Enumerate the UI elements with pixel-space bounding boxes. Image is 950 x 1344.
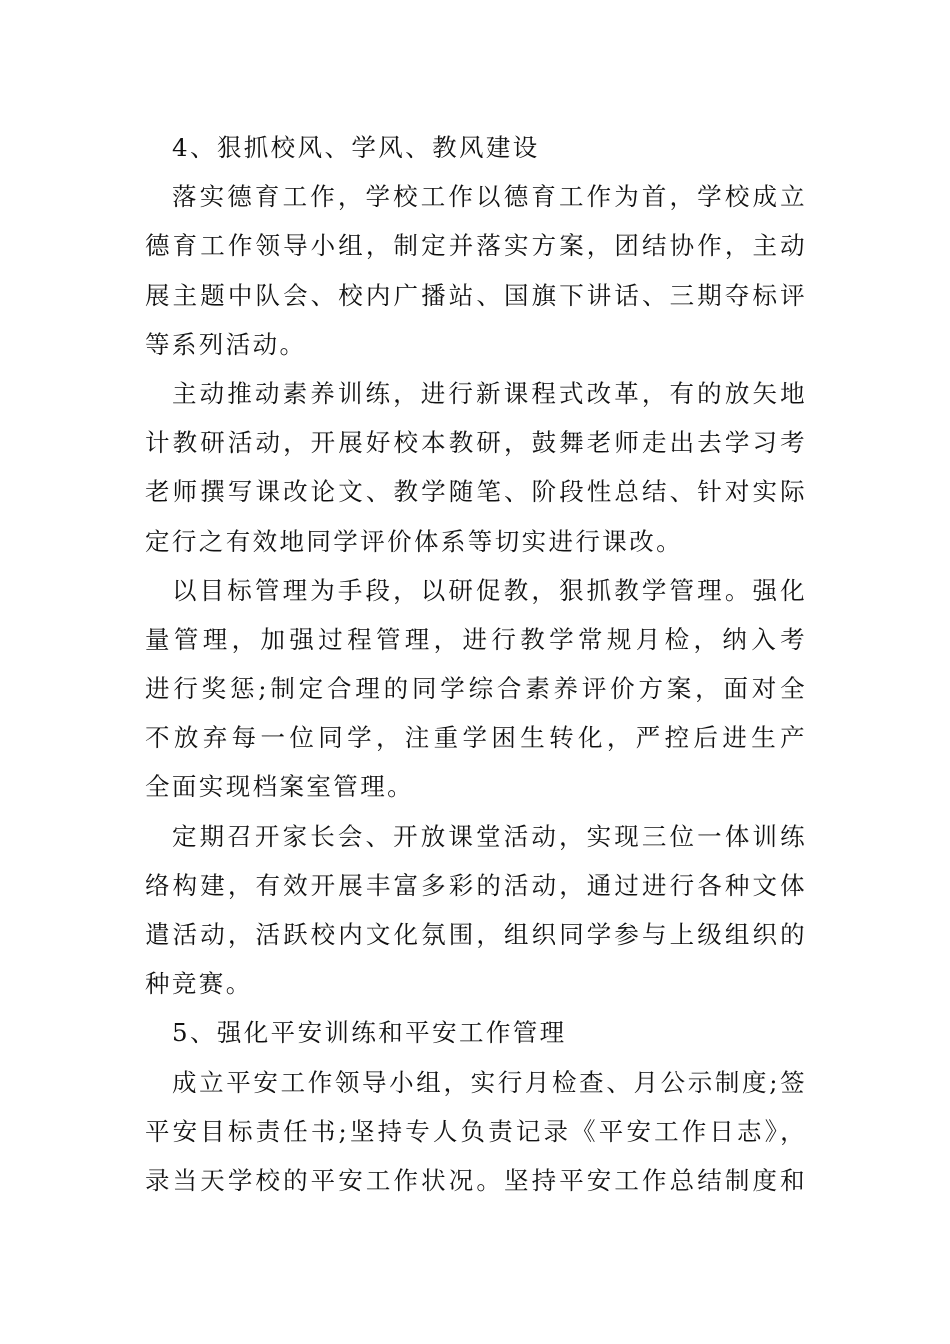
text-line: 遣活动，活跃校内文化氛围，组织同学参与上级组织的 [145,920,807,949]
text-line: 主动推动素养训练，进行新课程式改革，有的放矢地 [172,378,807,408]
text-line: 进行奖惩;制定合理的同学综合素养评价方案，面对全 [145,674,807,704]
document-page [145,123,807,1205]
text-line: 5、强化平安训练和平安工作管理 [172,1018,567,1048]
text-line: 以目标管理为手段，以研促教，狠抓教学管理。强化 [172,575,807,605]
text-line: 计教研活动，开展好校本教研，鼓舞老师走出去学习考 [145,428,807,458]
text-line: 展主题中队会、校内广播站、国旗下讲话、三期夺标评 [145,280,807,310]
text-line: 平安目标责任书;坚持专人负责记录《平安工作日志》， [145,1116,807,1146]
text-line: 不放弃每一位同学，注重学困生转化，严控后进生产 [145,723,807,753]
text-line: 全面实现档案室管理。 [145,772,414,802]
text-line: 络构建，有效开展丰富多彩的活动，通过进行各种文体 [145,870,807,900]
text-line: 老师撰写课改论文、教学随笔、阶段性总结、针对实际 [145,477,807,507]
text-line: 成立平安工作领导小组，实行月检查、月公示制度;签 [172,1067,807,1097]
text-line: 定期召开家长会、开放课堂活动，实现三位一体训练 [172,821,807,851]
text-line: 种竞赛。 [145,969,253,999]
text-line: 定行之有效地同学评价体系等切实进行课改。 [145,526,683,556]
text-line: 录当天学校的平安工作状况。坚持平安工作总结制度和 [145,1165,807,1195]
text-line: 等系列活动。 [145,329,307,359]
text-line: 量管理，加强过程管理，进行教学常规月检，纳入考 [145,624,807,654]
text-line: 落实德育工作，学校工作以德育工作为首，学校成立 [172,182,807,212]
text-line: 4、狠抓校风、学风、教风建设 [172,133,540,162]
text-line: 德育工作领导小组，制定并落实方案，团结协作，主动 [145,231,807,261]
